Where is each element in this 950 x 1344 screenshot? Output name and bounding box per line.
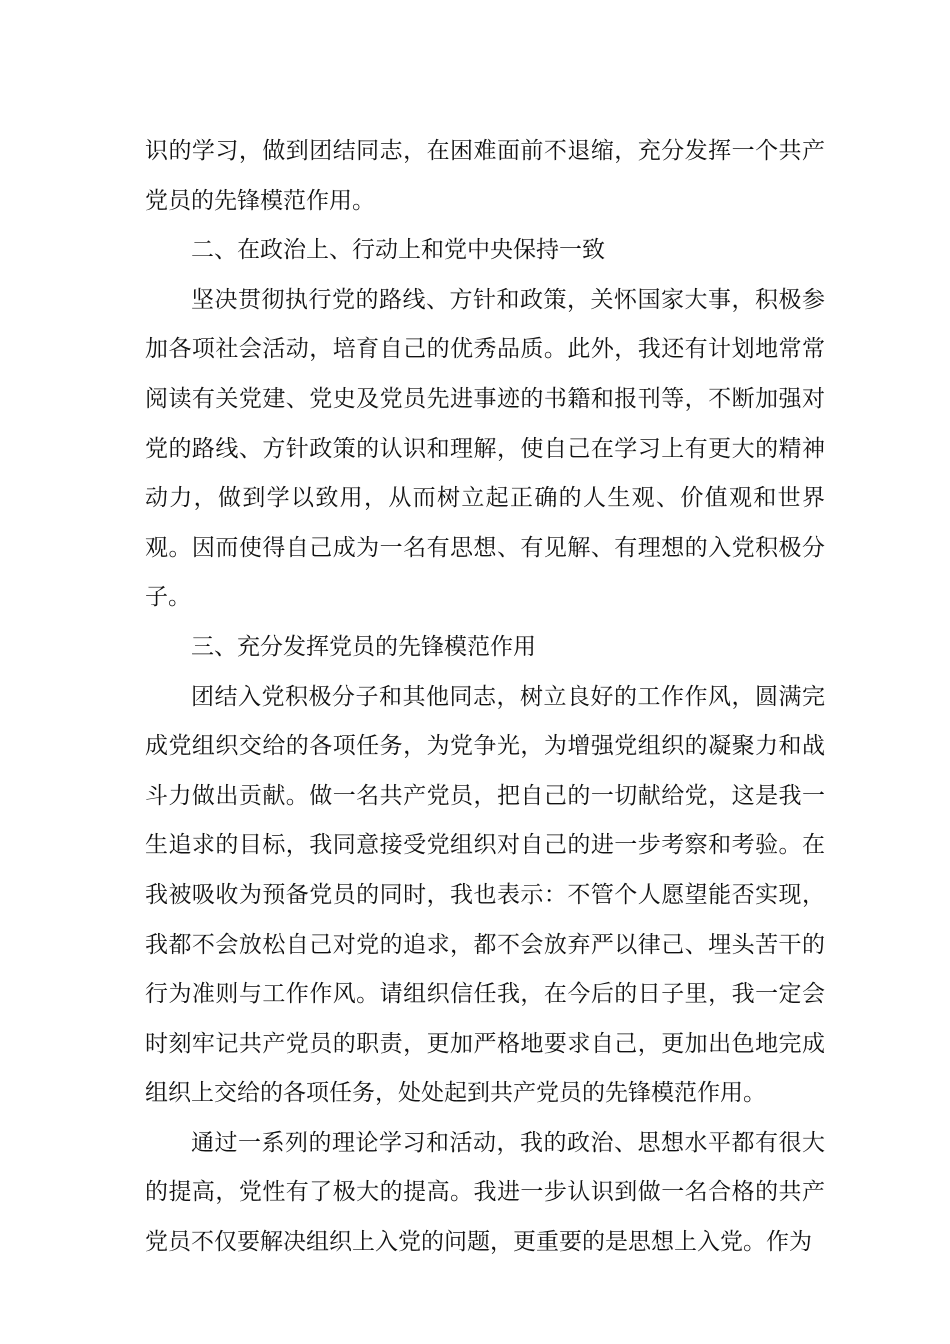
paragraph-continuation: 识的学习，做到团结同志，在困难面前不退缩，充分发挥一个共产党员的先锋模范作用。 bbox=[145, 138, 825, 214]
paragraph-political-consistency: 坚决贯彻执行党的路线、方针和政策，关怀国家大事，积极参加各项社会活动，培育自己的优秀品质。此外，我还有计划地常常阅读有关党建、党史及党员先进事迹的书籍和报刊等，不断加强对党的路线、方针政策的认识和理解，使自己在学习上有更大的精神动力，做到学以致用，从而树立起正确的人生观、价值观和世界观。因而使得自己成为一名有思想、有见解、有理想的入党积极分子。 bbox=[145, 286, 825, 611]
section-heading-3: 三、充分发挥党员的先锋模范作用 bbox=[191, 633, 536, 660]
paragraph-theory-study: 通过一系列的理论学习和活动，我的政治、思想水平都有很大的提高，党性有了极大的提高。我进一步认识到做一名合格的共产党员不仅要解决组织上入党的问题，更重要的是思想上入党。作为 bbox=[145, 1129, 825, 1256]
document-body bbox=[145, 127, 825, 1268]
section-heading-2: 二、在政治上、行动上和党中央保持一致 bbox=[191, 237, 605, 264]
paragraph-vanguard-role: 团结入党积极分子和其他同志，树立良好的工作作风，圆满完成党组织交给的各项任务，为党争光，为增强党组织的凝聚力和战斗力做出贡献。做一名共产党员，把自己的一切献给党，这是我一生追求的目标，我同意接受党组织对自己的进一步考察和考验。在我被吸收为预备党员的同时，我也表示：不管个人愿望能否实现，我都不会放松自己对党的追求，都不会放弃严以律己、埋头苦干的行为准则与工作作风。请组织信任我，在今后的日子里，我一定会时刻牢记共产党员的职责，更加严格地要求自己，更加出色地完成组织上交给的各项任务，处处起到共产党员的先锋模范作用。 bbox=[145, 683, 825, 1107]
